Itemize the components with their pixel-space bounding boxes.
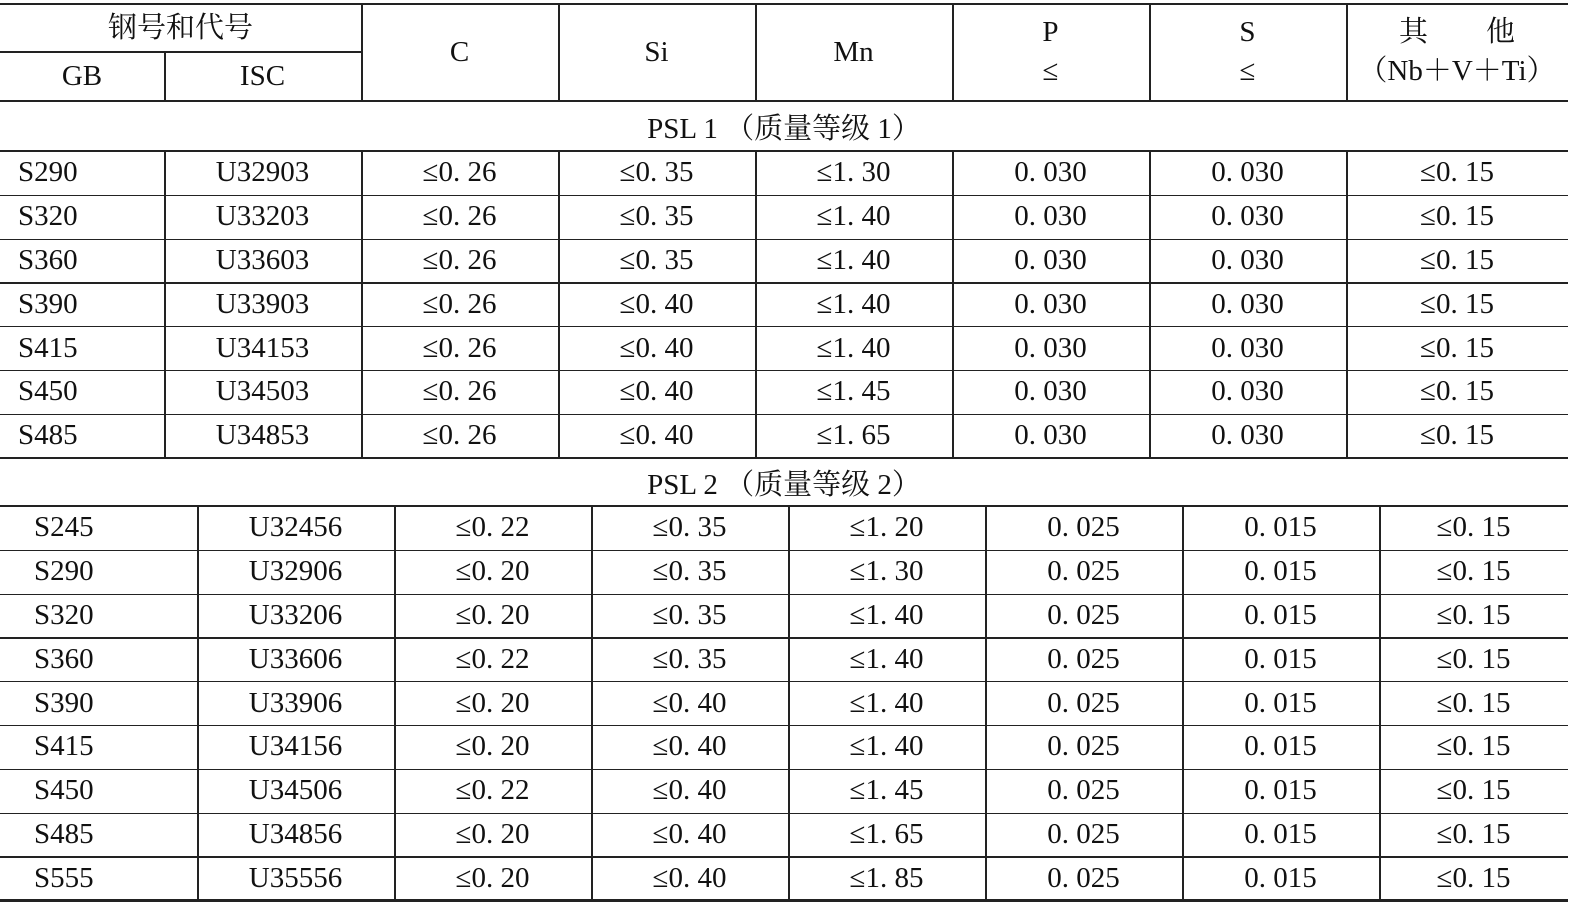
header-p [952, 4, 1149, 100]
cell-other: ≤0. 15 [1420, 156, 1494, 189]
cell-other: ≤0. 15 [1436, 555, 1511, 588]
cell-mn: ≤1. 65 [849, 817, 924, 850]
rule-h [0, 681, 1568, 682]
cell-c: ≤0. 26 [422, 419, 497, 452]
cell-isc: U34503 [215, 375, 310, 408]
rule-v [1149, 3, 1151, 100]
header-other-sub: （Nb＋V＋Ti） [1358, 55, 1556, 87]
cell-other: ≤0. 15 [1436, 686, 1511, 719]
header-c: C [449, 35, 470, 68]
cell-gb: S360 [18, 243, 78, 276]
cell-c: ≤0. 20 [455, 686, 530, 719]
cell-s: 0. 030 [1211, 287, 1284, 320]
cell-p: 0. 030 [1014, 200, 1087, 233]
cell-other: ≤0. 15 [1420, 419, 1494, 452]
cell-c: ≤0. 20 [455, 555, 530, 588]
cell-mn: ≤1. 40 [849, 730, 924, 763]
cell-other: ≤0. 15 [1420, 243, 1494, 276]
cell-c: ≤0. 20 [455, 730, 530, 763]
cell-p: 0. 025 [1047, 642, 1120, 675]
rule-v [394, 505, 396, 899]
cell-mn: ≤1. 85 [849, 861, 924, 894]
cell-gb: S415 [34, 730, 94, 763]
rule-v [788, 505, 790, 899]
cell-other: ≤0. 15 [1436, 598, 1511, 631]
cell-isc: U34856 [248, 817, 343, 850]
cell-s: 0. 015 [1244, 642, 1317, 675]
cell-si: ≤0. 40 [619, 419, 694, 452]
cell-c: ≤0. 26 [422, 287, 497, 320]
rule-v [164, 150, 166, 457]
cell-s: 0. 015 [1244, 598, 1317, 631]
header-s-label: S [1239, 16, 1256, 48]
cell-s: 0. 030 [1211, 200, 1284, 233]
rule-h-group [0, 51, 361, 53]
rule-h [0, 239, 1568, 240]
cell-p: 0. 030 [1014, 331, 1087, 364]
cell-isc: U33903 [215, 287, 310, 320]
cell-isc: U34506 [248, 774, 343, 807]
rule-v [985, 505, 987, 899]
cell-gb: S415 [18, 331, 78, 364]
header-other-label: 其 他 [1398, 16, 1515, 48]
cell-si: ≤0. 35 [619, 200, 694, 233]
cell-c: ≤0. 20 [455, 861, 530, 894]
rule-h [0, 370, 1568, 371]
cell-p: 0. 025 [1047, 686, 1120, 719]
cell-si: ≤0. 40 [652, 861, 727, 894]
cell-mn: ≤1. 30 [816, 156, 891, 189]
cell-c: ≤0. 26 [422, 243, 497, 276]
rule-v [361, 3, 363, 100]
cell-gb: S245 [34, 511, 94, 544]
cell-gb: S290 [34, 555, 94, 588]
rule-h [0, 856, 1568, 857]
rule-v [558, 150, 560, 457]
cell-si: ≤0. 40 [619, 287, 694, 320]
cell-p: 0. 030 [1014, 156, 1087, 189]
cell-gb: S360 [34, 642, 94, 675]
header-s-sub: ≤ [1239, 55, 1256, 87]
cell-mn: ≤1. 40 [849, 686, 924, 719]
cell-isc: U33906 [248, 686, 343, 719]
cell-si: ≤0. 35 [652, 598, 727, 631]
cell-s: 0. 015 [1244, 686, 1317, 719]
cell-s: 0. 030 [1211, 243, 1284, 276]
rule-h [0, 899, 1568, 902]
cell-s: 0. 015 [1244, 817, 1317, 850]
rule-v [1149, 150, 1151, 457]
cell-other: ≤0. 15 [1420, 375, 1494, 408]
rule-v [591, 505, 593, 899]
cell-other: ≤0. 15 [1420, 331, 1494, 364]
rule-v [952, 150, 954, 457]
rule-v [952, 3, 954, 100]
rule-v [558, 3, 560, 100]
rule-v [1346, 3, 1348, 100]
cell-mn: ≤1. 45 [849, 774, 924, 807]
cell-p: 0. 025 [1047, 817, 1120, 850]
cell-isc: U33206 [248, 598, 343, 631]
cell-c: ≤0. 20 [455, 817, 530, 850]
cell-c: ≤0. 26 [422, 200, 497, 233]
cell-si: ≤0. 40 [619, 375, 694, 408]
cell-gb: S390 [34, 686, 94, 719]
cell-si: ≤0. 40 [652, 817, 727, 850]
cell-mn: ≤1. 65 [816, 419, 891, 452]
cell-s: 0. 015 [1244, 774, 1317, 807]
cell-s: 0. 015 [1244, 555, 1317, 588]
cell-mn: ≤1. 40 [849, 642, 924, 675]
cell-isc: U34153 [215, 331, 310, 364]
cell-isc: U33203 [215, 200, 310, 233]
header-grade-group: 钢号和代号 [107, 11, 253, 44]
cell-s: 0. 030 [1211, 156, 1284, 189]
cell-other: ≤0. 15 [1436, 642, 1511, 675]
cell-s: 0. 015 [1244, 511, 1317, 544]
cell-gb: S390 [18, 287, 78, 320]
cell-si: ≤0. 40 [619, 331, 694, 364]
cell-mn: ≤1. 45 [816, 375, 891, 408]
header-gb: GB [61, 59, 103, 92]
cell-mn: ≤1. 40 [816, 243, 891, 276]
rule-v [197, 505, 199, 899]
rule-v [1346, 150, 1348, 457]
cell-s: 0. 030 [1211, 419, 1284, 452]
cell-isc: U32456 [248, 511, 343, 544]
cell-c: ≤0. 20 [455, 598, 530, 631]
cell-gb: S320 [18, 200, 78, 233]
header-mn: Mn [833, 35, 874, 68]
cell-s: 0. 030 [1211, 331, 1284, 364]
cell-p: 0. 030 [1014, 419, 1087, 452]
cell-other: ≤0. 15 [1420, 200, 1494, 233]
cell-c: ≤0. 22 [455, 642, 530, 675]
rule-h [0, 326, 1568, 327]
cell-gb: S290 [18, 156, 78, 189]
cell-p: 0. 030 [1014, 243, 1087, 276]
cell-si: ≤0. 35 [619, 156, 694, 189]
cell-other: ≤0. 15 [1420, 287, 1494, 320]
cell-gb: S485 [34, 817, 94, 850]
rule-h [0, 457, 1568, 459]
rule-v [361, 150, 363, 457]
cell-c: ≤0. 22 [455, 774, 530, 807]
cell-isc: U32903 [215, 156, 310, 189]
rule-v [1379, 505, 1381, 899]
cell-gb: S320 [34, 598, 94, 631]
cell-mn: ≤1. 40 [816, 331, 891, 364]
cell-si: ≤0. 40 [652, 774, 727, 807]
cell-c: ≤0. 26 [422, 331, 497, 364]
cell-other: ≤0. 15 [1436, 861, 1511, 894]
rule-h [0, 637, 1568, 638]
cell-gb: S450 [18, 375, 78, 408]
cell-p: 0. 025 [1047, 555, 1120, 588]
rule-h [0, 282, 1568, 283]
cell-p: 0. 025 [1047, 730, 1120, 763]
cell-isc: U34853 [215, 419, 310, 452]
cell-isc: U35556 [248, 861, 343, 894]
rule-h [0, 150, 1568, 152]
psl1-title: PSL 1 （质量等级 1） [647, 112, 921, 145]
rule-h [0, 195, 1568, 196]
cell-mn: ≤1. 20 [849, 511, 924, 544]
cell-isc: U32906 [248, 555, 343, 588]
cell-si: ≤0. 35 [652, 642, 727, 675]
cell-s: 0. 015 [1244, 861, 1317, 894]
header-p-label: P [1042, 16, 1059, 48]
cell-c: ≤0. 26 [422, 156, 497, 189]
cell-p: 0. 030 [1014, 287, 1087, 320]
rule-v [1182, 505, 1184, 899]
cell-p: 0. 025 [1047, 861, 1120, 894]
header-isc: ISC [239, 59, 286, 92]
rule-h [0, 100, 1568, 102]
rule-h [0, 769, 1568, 770]
rule-v [164, 52, 166, 100]
cell-p: 0. 025 [1047, 598, 1120, 631]
cell-p: 0. 025 [1047, 511, 1120, 544]
rule-h [0, 414, 1568, 415]
header-si: Si [644, 35, 669, 68]
cell-mn: ≤1. 30 [849, 555, 924, 588]
cell-si: ≤0. 40 [652, 730, 727, 763]
cell-c: ≤0. 26 [422, 375, 497, 408]
header-s [1149, 4, 1346, 100]
header-p-sub: ≤ [1042, 55, 1059, 87]
cell-other: ≤0. 15 [1436, 511, 1511, 544]
cell-other: ≤0. 15 [1436, 817, 1511, 850]
rule-h [0, 725, 1568, 726]
cell-si: ≤0. 35 [619, 243, 694, 276]
cell-mn: ≤1. 40 [816, 287, 891, 320]
cell-isc: U33606 [248, 642, 343, 675]
rule-h [0, 3, 1568, 5]
cell-p: 0. 025 [1047, 774, 1120, 807]
cell-mn: ≤1. 40 [816, 200, 891, 233]
cell-s: 0. 015 [1244, 730, 1317, 763]
rule-h [0, 813, 1568, 814]
cell-si: ≤0. 35 [652, 511, 727, 544]
rule-h [0, 594, 1568, 595]
header-other [1346, 4, 1568, 100]
cell-si: ≤0. 35 [652, 555, 727, 588]
rule-h [0, 550, 1568, 551]
cell-gb: S485 [18, 419, 78, 452]
cell-si: ≤0. 40 [652, 686, 727, 719]
cell-other: ≤0. 15 [1436, 730, 1511, 763]
cell-p: 0. 030 [1014, 375, 1087, 408]
rule-v [755, 150, 757, 457]
cell-isc: U34156 [248, 730, 343, 763]
cell-other: ≤0. 15 [1436, 774, 1511, 807]
cell-s: 0. 030 [1211, 375, 1284, 408]
cell-isc: U33603 [215, 243, 310, 276]
cell-c: ≤0. 22 [455, 511, 530, 544]
cell-mn: ≤1. 40 [849, 598, 924, 631]
rule-h [0, 505, 1568, 507]
rule-v [755, 3, 757, 100]
psl2-title: PSL 2 （质量等级 2） [647, 468, 921, 501]
cell-gb: S450 [34, 774, 94, 807]
cell-gb: S555 [34, 861, 94, 894]
